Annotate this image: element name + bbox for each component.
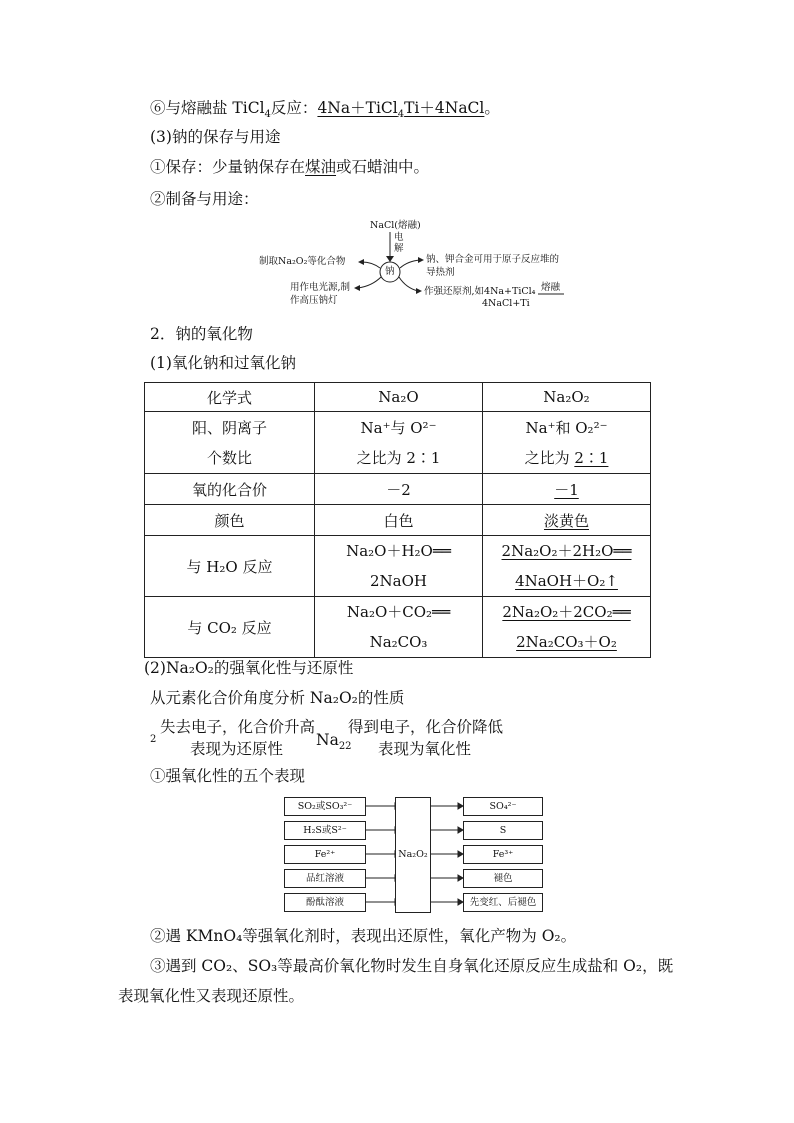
ions-label-1: 阳、阴离子 bbox=[191, 418, 267, 437]
valence-left-bottom: 表现为还原性 bbox=[190, 740, 284, 758]
reactant-box: 品红溶液 bbox=[284, 869, 366, 888]
diagram1-right-bottom-1: 作强还原剂,如4Na+TiCl₄ bbox=[424, 286, 536, 297]
table-header: Na₂O bbox=[315, 383, 483, 412]
product-box: S bbox=[463, 821, 543, 840]
co2-na2o-2: Na₂CO₃ bbox=[369, 633, 428, 651]
product-box: SO₄²⁻ bbox=[463, 797, 543, 816]
analysis-line: 从元素化合价角度分析 Na₂O₂的性质 bbox=[150, 689, 405, 707]
table-cell: 氧的化合价 bbox=[145, 474, 315, 505]
water-na2o-1: Na₂O＋H₂O══ bbox=[346, 542, 451, 560]
product-box: 先变红、后褪色 bbox=[463, 893, 543, 912]
water-na2o2-1: 2Na₂O₂＋2H₂O══ bbox=[501, 542, 632, 560]
ions-na2o-2: 之比为 2∶1 bbox=[356, 448, 441, 467]
item6-eq-a: 4Na＋TiCl bbox=[317, 99, 398, 117]
reducing-property: ②遇 KMnO₄等强氧化剂时，表现出还原性，氧化产物为 O₂。 bbox=[150, 927, 577, 945]
reactant-box: Fe²⁺ bbox=[284, 845, 366, 864]
item6-eq-b: Ti＋4NaCl bbox=[404, 99, 485, 117]
sub-heading-oxides: (1)氧化钠和过氧化钠 bbox=[150, 354, 296, 372]
color-na2o2: 淡黄色 bbox=[543, 511, 589, 530]
storage-prefix: ①保存：少量钠保存在 bbox=[150, 158, 306, 176]
diagram1-right-top-1: 钠、钾合金可用于原子反应堆的 bbox=[426, 254, 560, 265]
sub-heading-properties: (2)Na₂O₂的强氧化性与还原性 bbox=[144, 659, 354, 677]
reactant-box: H₂S或S²⁻ bbox=[284, 821, 366, 840]
product-box: 褪色 bbox=[463, 869, 543, 888]
na2o2-center-box: Na₂O₂ bbox=[395, 797, 431, 913]
diagram1-condition: 熔融 bbox=[541, 282, 561, 293]
item6-end: 。 bbox=[484, 99, 500, 117]
ions-na2o-1: Na⁺与 O²⁻ bbox=[360, 418, 437, 437]
ions-na2o2-prefix: 之比为 bbox=[524, 448, 575, 467]
co2-na2o-1: Na₂O＋CO₂══ bbox=[346, 603, 451, 621]
uses-label: ②制备与用途： bbox=[150, 190, 259, 208]
diagram1-right-bottom-2: 4NaCl+Ti bbox=[482, 298, 530, 309]
valence-left-mark: 2 bbox=[150, 734, 157, 745]
co2-na2o2-2: 2Na₂CO₃＋O₂ bbox=[516, 633, 617, 651]
table-header: 化学式 bbox=[145, 383, 315, 412]
table-cell: 白色 bbox=[315, 505, 483, 536]
item6-sub: 4 bbox=[264, 109, 271, 121]
ions-na2o2-1: Na⁺和 O₂²⁻ bbox=[525, 418, 608, 437]
reactant-box: SO₂或SO₃²⁻ bbox=[284, 797, 366, 816]
table-cell: 与 H₂O 反应 bbox=[145, 536, 315, 597]
storage-suffix: 或石蜡油中。 bbox=[336, 158, 430, 176]
item6-mid: 反应： bbox=[270, 99, 318, 117]
item6-eq-sub: 4 bbox=[397, 109, 405, 121]
diagram1-left-bottom-2: 作高压钠灯 bbox=[290, 295, 338, 306]
table-cell: －2 bbox=[315, 474, 483, 505]
diagram1-center: 钠 bbox=[385, 266, 395, 277]
heading-storage: (3)钠的保存与用途 bbox=[150, 128, 281, 146]
valence-na2o2: －1 bbox=[554, 480, 579, 499]
reactant-box: 酚酞溶液 bbox=[284, 893, 366, 912]
table-cell: 颜色 bbox=[145, 505, 315, 536]
self-redox-line-1: ③遇到 CO₂、SO₃等最高价氧化物时发生自身氧化还原反应生成盐和 O₂，既 bbox=[150, 957, 674, 975]
heading-oxides: 2．钠的氧化物 bbox=[150, 325, 253, 343]
diagram1-right-top-2: 导热剂 bbox=[426, 267, 455, 278]
ions-na2o2-blank: 2∶1 bbox=[574, 448, 609, 467]
valence-left-top: 失去电子，化合价升高 bbox=[160, 718, 316, 736]
diagram1-top: NaCl(熔融) bbox=[370, 220, 421, 231]
table-header: Na₂O₂ bbox=[483, 383, 651, 412]
valence-right-bottom: 表现为氧化性 bbox=[378, 740, 472, 758]
valence-center-sub: 22 bbox=[338, 741, 352, 753]
diagram1-electrolysis: 电 解 bbox=[394, 232, 404, 254]
storage-blank: 煤油 bbox=[305, 158, 337, 176]
product-box: Fe³⁺ bbox=[463, 845, 543, 864]
valence-center-text: Na bbox=[316, 731, 339, 749]
table-cell: 与 CO₂ 反应 bbox=[145, 597, 315, 658]
diagram1-left-bottom-1: 用作电光源,制 bbox=[290, 282, 351, 293]
self-redox-line-2: 表现氧化性又表现还原性。 bbox=[118, 987, 305, 1005]
diagram1-left-top: 制取Na₂O₂等化合物 bbox=[259, 256, 346, 267]
valence-right-top: 得到电子，化合价降低 bbox=[348, 718, 504, 736]
ions-label-2: 个数比 bbox=[206, 448, 252, 467]
water-na2o2-2: 4NaOH＋O₂↑ bbox=[515, 572, 618, 590]
co2-na2o2-1: 2Na₂O₂＋2CO₂══ bbox=[502, 603, 631, 621]
water-na2o-2: 2NaOH bbox=[370, 572, 427, 590]
five-manifestations: ①强氧化性的五个表现 bbox=[150, 767, 306, 785]
item6-prefix: ⑥与熔融盐 TiCl bbox=[150, 99, 265, 117]
